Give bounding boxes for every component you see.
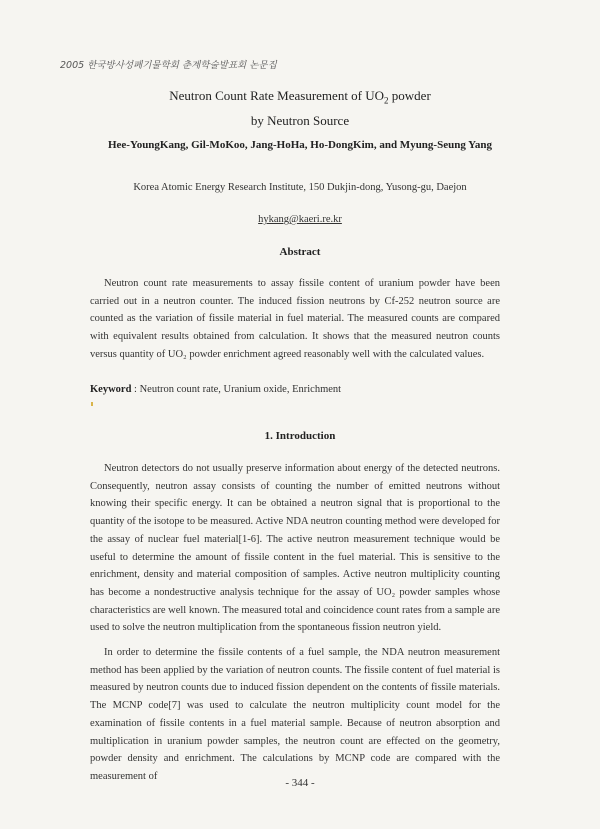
paper-title (0, 86, 600, 131)
margin-mark (91, 402, 93, 406)
keyword-list: : Neutron count rate, Uranium oxide, Enrichment (131, 384, 342, 395)
section-heading-introduction: 1. Introduction (264, 430, 336, 442)
author-email[interactable]: hykang@kaeri.re.kr (258, 214, 342, 225)
abstract-text: Neutron count rate measurements to assay fissile content of uranium powder have been carried out in a neutron counter. The induced fission neutrons by Cf-252 neutron source are counted as the variation of fissile material in fuel material. The measured counts are compared with equivalent results obtained from calculation. It shows that the measured neutron counts versus quantity of UO₂ powder enrichment agreed reasonably well with the calculated values. (90, 278, 500, 360)
page-number: - 344 - (285, 777, 315, 789)
affiliation: Korea Atomic Energy Research Institute, 150 Dukjin-dong, Yusong-gu, Daejon (133, 182, 467, 193)
keyword-line (90, 384, 341, 395)
title-line-1: Neutron Count Rate Measurement of $UO_2$ powder (169, 88, 431, 106)
abstract-heading: Abstract (279, 246, 321, 258)
title-line-2: by Neutron Source (250, 112, 350, 128)
proceedings-header: 2005 한국방사성폐기물학회 춘계학술발표회 논문집 (60, 60, 277, 71)
introduction-paragraph-1: Neutron detectors do not usually preserve information about energy of the detected neutrons. Consequently, neutron assay consists of counting the number of emitted neutrons without knowing their specific energy. It can be obtained a neutron signal that is proportional to the quantity of the isotope to be measured. Active NDA neutron counting method were developed for the assay of nuclear fuel material[1-6]. The active neutron measurement technique would be useful to determine the amount of fissile content in the fuel material. This is sensitive to the enrichment, density and material composition of samples. Active neutron multiplicity counting has become a nondestructive analysis technique for the assay of UO₂ powder samples whose characteristics are well known. The measured total and coincidence count rates from a sample are used to solve the neutron multiplication from the spontaneous fission neutron yield. (90, 463, 501, 634)
keyword-label: Keyword (90, 384, 132, 395)
introduction-paragraph-2: In order to determine the fissile contents of a fuel sample, the NDA neutron measurement method has been applied by the variation of neutron counts. The fissile content of fuel material is measured by neutron counts due to induced fission dependent on the contents of fissile materials. The MCNP code[7] was used to calculate the neutron multiplicity count model for the examination of fissile contents in a fuel material sample. Because of neutron absorption and multiplication in uranium powder samples, the neutron count are effected on the geometry, powder density and enrichment. The calculations by MCNP code are compared with the measurement of (90, 647, 500, 782)
author-list: Hee-YoungKang, Gil-MoKoo, Jang-HoHa, Ho-DongKim, and Myung-Seung Yang (107, 139, 493, 151)
